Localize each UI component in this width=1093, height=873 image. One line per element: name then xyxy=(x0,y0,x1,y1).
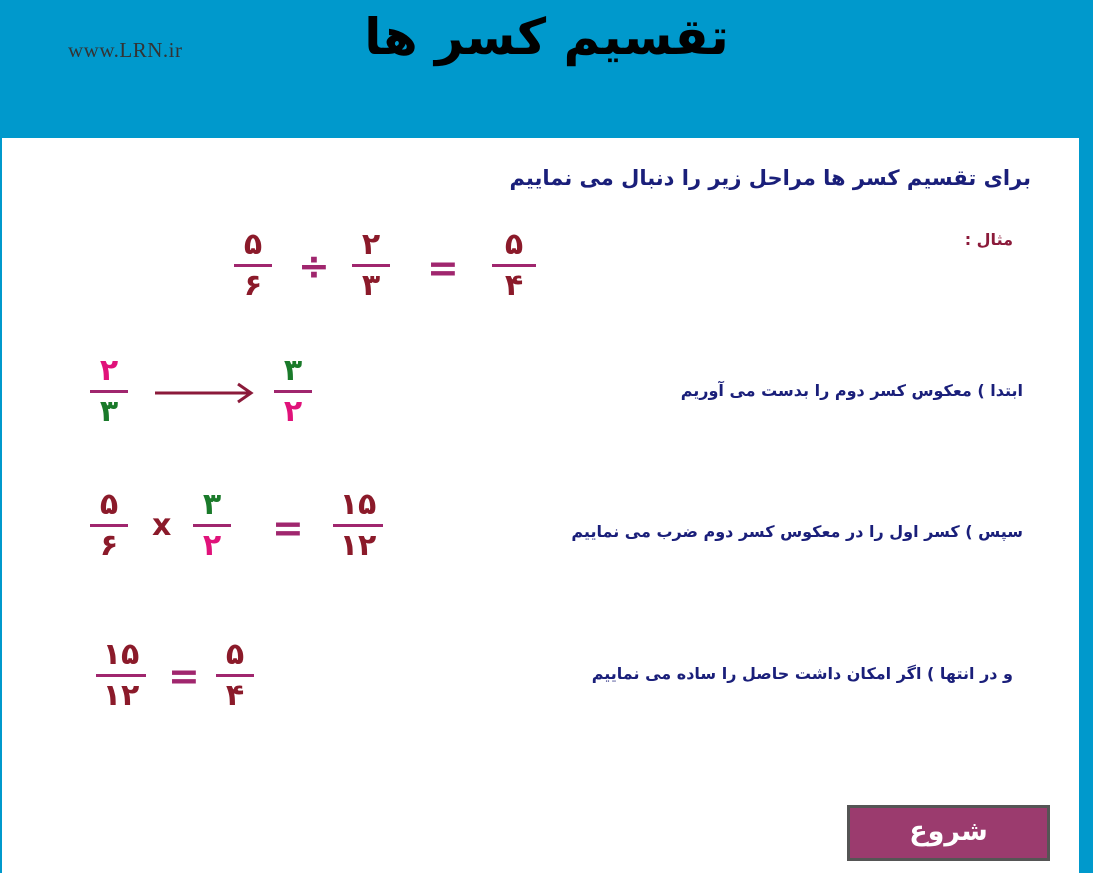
header-bar xyxy=(0,0,1093,138)
example-result xyxy=(486,228,542,303)
content-panel xyxy=(2,138,1079,873)
denominator: ۶ xyxy=(99,528,119,563)
fraction-bar xyxy=(193,524,231,527)
example-label: مثال : xyxy=(964,230,1013,249)
multiply-sign: x xyxy=(152,508,172,543)
numerator: ۱۵ xyxy=(102,637,140,672)
step3-fraction-a xyxy=(90,638,152,713)
start-button[interactable]: شروع xyxy=(847,805,1050,861)
equals-sign: = xyxy=(168,654,200,698)
equals-sign: = xyxy=(427,246,459,290)
step3-result xyxy=(210,638,260,713)
step3-text: و در انتها ) اگر امکان داشت حاصل را ساده می نماییم xyxy=(591,664,1013,683)
denominator: ۱۲ xyxy=(339,528,377,563)
numerator: ۵ xyxy=(243,227,263,262)
denominator: ۶ xyxy=(243,268,263,303)
fraction-bar xyxy=(90,524,128,527)
example-fraction-1 xyxy=(228,228,278,303)
denominator: ۴ xyxy=(504,268,524,303)
example-fraction-2 xyxy=(346,228,396,303)
denominator: ۳ xyxy=(99,394,119,429)
right-border xyxy=(1079,138,1093,873)
denominator: ۲ xyxy=(283,394,303,429)
step1-fraction-from xyxy=(84,354,134,429)
fraction-bar xyxy=(234,264,272,267)
fraction-bar xyxy=(333,524,383,527)
fraction-bar xyxy=(492,264,536,267)
fraction-bar xyxy=(216,674,254,677)
intro-text: برای تقسیم کسر ها مراحل زیر را دنبال می نماییم xyxy=(509,166,1031,190)
fraction-bar xyxy=(90,390,128,393)
denominator: ۲ xyxy=(202,528,222,563)
fraction-bar xyxy=(352,264,390,267)
numerator: ۳ xyxy=(202,487,222,522)
denominator: ۴ xyxy=(225,678,245,713)
step2-fraction-b xyxy=(187,488,237,563)
step1-fraction-to xyxy=(268,354,318,429)
site-url: www.LRN.ir xyxy=(68,38,183,62)
step2-text: سپس ) کسر اول را در معکوس کسر دوم ضرب می نماییم xyxy=(571,522,1023,541)
page-title: تقسیم کسر ها xyxy=(364,8,729,66)
denominator: ۳ xyxy=(361,268,381,303)
numerator: ۲ xyxy=(99,353,119,388)
numerator: ۵ xyxy=(504,227,524,262)
divide-sign: ÷ xyxy=(298,244,330,288)
fraction-bar xyxy=(274,390,312,393)
numerator: ۲ xyxy=(361,227,381,262)
step2-result xyxy=(327,488,389,563)
numerator: ۵ xyxy=(225,637,245,672)
fraction-bar xyxy=(96,674,146,677)
numerator: ۵ xyxy=(99,487,119,522)
equals-sign: = xyxy=(272,506,304,550)
step2-fraction-a xyxy=(84,488,134,563)
step1-text: ابتدا ) معکوس کسر دوم را بدست می آوریم xyxy=(680,381,1023,400)
denominator: ۱۲ xyxy=(102,678,140,713)
arrow-icon xyxy=(152,380,257,406)
numerator: ۳ xyxy=(283,353,303,388)
numerator: ۱۵ xyxy=(339,487,377,522)
